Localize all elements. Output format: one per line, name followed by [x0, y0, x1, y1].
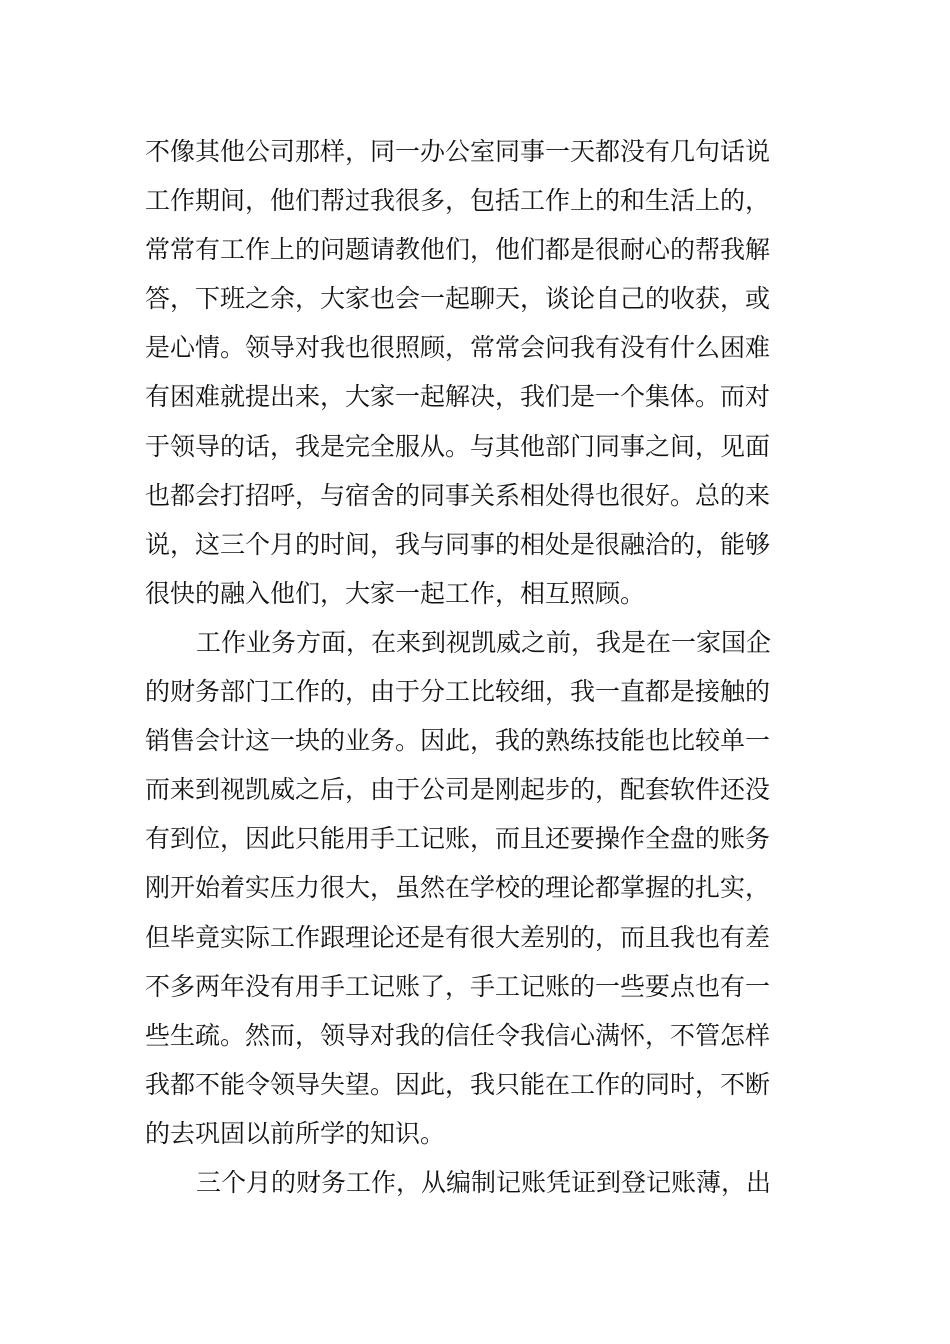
text-line: 也都会打招呼，与宿舍的同事关系相处得也很好。总的来 — [145, 480, 771, 510]
text-line: 的财务部门工作的，由于分工比较细，我一直都是接触的 — [145, 677, 771, 707]
document-body-text — [145, 127, 810, 1207]
text-line: 常常有工作上的问题请教他们，他们都是很耐心的帮我解 — [145, 235, 771, 265]
text-line: 不多两年没有用手工记账了，手工记账的一些要点也有一 — [145, 971, 771, 1001]
text-line: 说，这三个月的时间，我与同事的相处是很融洽的，能够 — [145, 529, 771, 559]
text-line: 工作期间，他们帮过我很多，包括工作上的和生活上的， — [145, 186, 771, 216]
text-line: 不像其他公司那样，同一办公室同事一天都没有几句话说 — [145, 137, 771, 166]
text-line: 三个月的财务工作，从编制记账凭证到登记账薄，出 — [196, 1167, 772, 1197]
text-line: 有到位，因此只能用手工记账，而且还要操作全盘的账务 — [145, 824, 771, 854]
text-line: 于领导的话，我是完全服从。与其他部门同事之间，见面 — [145, 431, 771, 461]
text-line: 的去巩固以前所学的知识。 — [145, 1118, 446, 1148]
text-line: 而来到视凯威之后，由于公司是刚起步的，配套软件还没 — [145, 775, 771, 805]
text-line: 我都不能令领导失望。因此，我只能在工作的同时，不断 — [145, 1069, 771, 1099]
text-line: 是心情。领导对我也很照顾，常常会问我有没有什么困难 — [145, 333, 771, 363]
text-line: 销售会计这一块的业务。因此，我的熟练技能也比较单一 — [145, 726, 771, 756]
text-line: 刚开始着实压力很大，虽然在学校的理论都掌握的扎实， — [145, 873, 771, 903]
text-line: 工作业务方面，在来到视凯威之前，我是在一家国企 — [196, 627, 772, 657]
text-line: 很快的融入他们，大家一起工作，相互照顾。 — [145, 578, 646, 608]
text-line: 有困难就提出来，大家一起解决，我们是一个集体。而对 — [145, 382, 771, 412]
text-line: 答，下班之余，大家也会一起聊天，谈论自己的收获，或 — [145, 284, 771, 314]
text-line: 但毕竟实际工作跟理论还是有很大差别的，而且我也有差 — [145, 922, 771, 952]
text-line: 些生疏。然而，领导对我的信任令我信心满怀，不管怎样 — [145, 1020, 771, 1050]
